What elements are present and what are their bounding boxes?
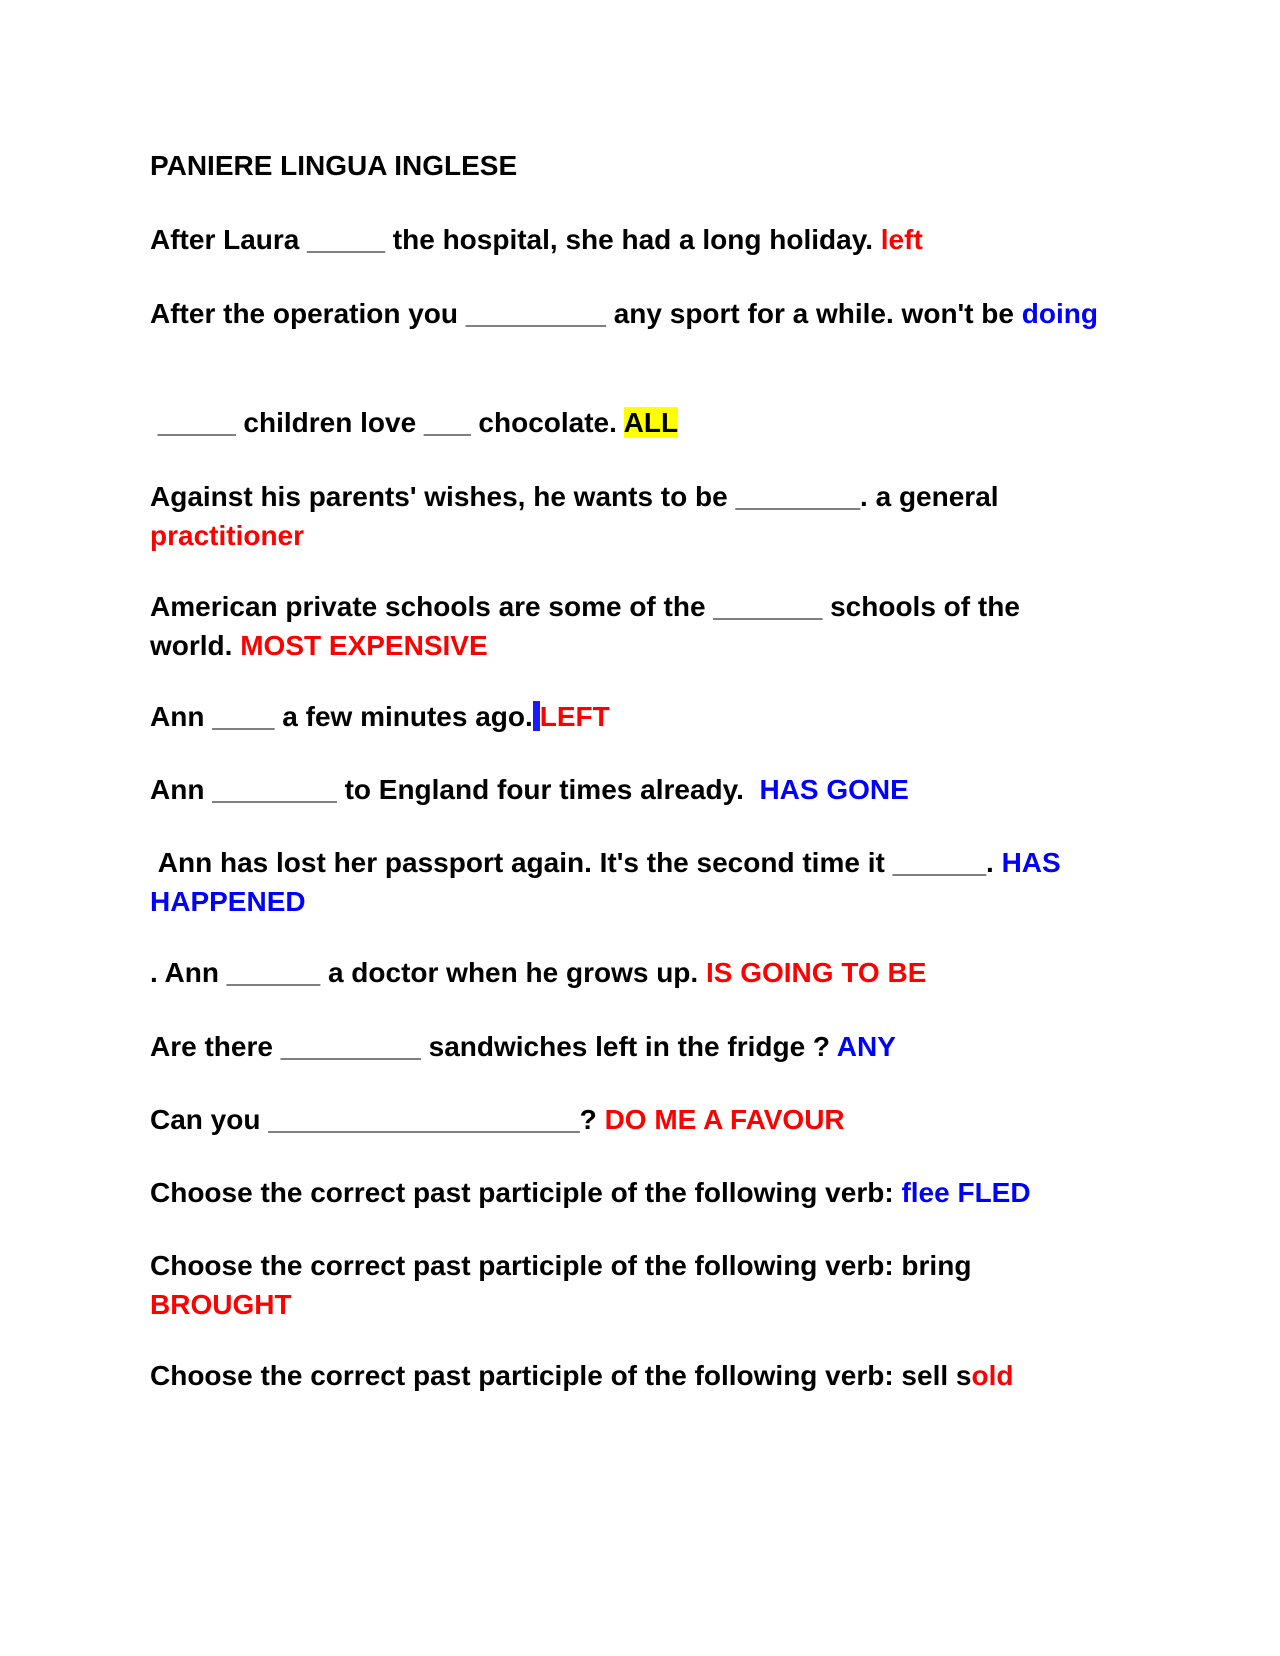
question-11 xyxy=(150,1100,1110,1139)
question-1 xyxy=(150,220,1110,259)
question-text: Choose the correct past participle of the following verb: bring xyxy=(150,1250,980,1281)
answer-text: HAS HAPPENED xyxy=(150,847,1069,917)
question-text: _____ children love ___ chocolate. xyxy=(150,407,624,438)
question-text: Are there _________ sandwiches left in the fridge ? xyxy=(150,1031,837,1062)
answer-text: left xyxy=(880,224,923,255)
answer-highlighted: ALL xyxy=(623,407,679,438)
question-text: Choose the correct past participle of the following verb: xyxy=(150,1177,902,1208)
question-2 xyxy=(150,294,1110,333)
question-14 xyxy=(150,1356,1110,1395)
question-8 xyxy=(150,843,1110,921)
answer-text: IS GOING TO BE xyxy=(705,957,927,988)
question-10 xyxy=(150,1027,1110,1066)
answer-text: MOST EXPENSIVE xyxy=(240,630,488,661)
question-text: Ann ____ a few minutes ago. xyxy=(150,701,533,732)
answer-text: LEFT xyxy=(539,701,610,732)
question-text: American private schools are some of the _______ schools of the world. xyxy=(150,591,1028,661)
answer-text: ANY xyxy=(836,1031,896,1062)
answer-text: doing xyxy=(1021,298,1098,329)
question-12 xyxy=(150,1173,1110,1212)
answer-text: FLED xyxy=(957,1177,1031,1208)
question-text: . Ann ______ a doctor when he grows up. xyxy=(150,957,706,988)
answer-text: DO ME A FAVOUR xyxy=(604,1104,845,1135)
question-4 xyxy=(150,477,1110,555)
question-text: Choose the correct past participle of the following verb: sell s xyxy=(150,1360,972,1391)
question-9 xyxy=(150,953,1110,992)
answer-text: practitioner xyxy=(150,520,305,551)
text-cursor xyxy=(533,701,540,731)
question-3 xyxy=(150,403,1110,442)
question-text: After the operation you _________ any sport for a while. won't be xyxy=(150,298,1022,329)
question-5 xyxy=(150,587,1110,665)
question-text: Ann ________ to England four times already. xyxy=(150,774,760,805)
question-6 xyxy=(150,697,1110,736)
question-7 xyxy=(150,770,1110,809)
question-text: Can you ____________________? xyxy=(150,1104,605,1135)
answer-text: old xyxy=(971,1360,1014,1391)
answer-text: BROUGHT xyxy=(150,1289,292,1320)
question-text: Ann has lost her passport again. It's the second time it ______. xyxy=(150,847,1002,878)
question-text: After Laura _____ the hospital, she had a long holiday. xyxy=(150,224,881,255)
answer-text: HAS GONE xyxy=(759,774,909,805)
page-title: PANIERE LINGUA INGLESE xyxy=(150,150,518,181)
verb-text: flee xyxy=(901,1177,950,1208)
question-13 xyxy=(150,1246,1110,1324)
question-text: Against his parents' wishes, he wants to be ________. a general xyxy=(150,481,1007,512)
